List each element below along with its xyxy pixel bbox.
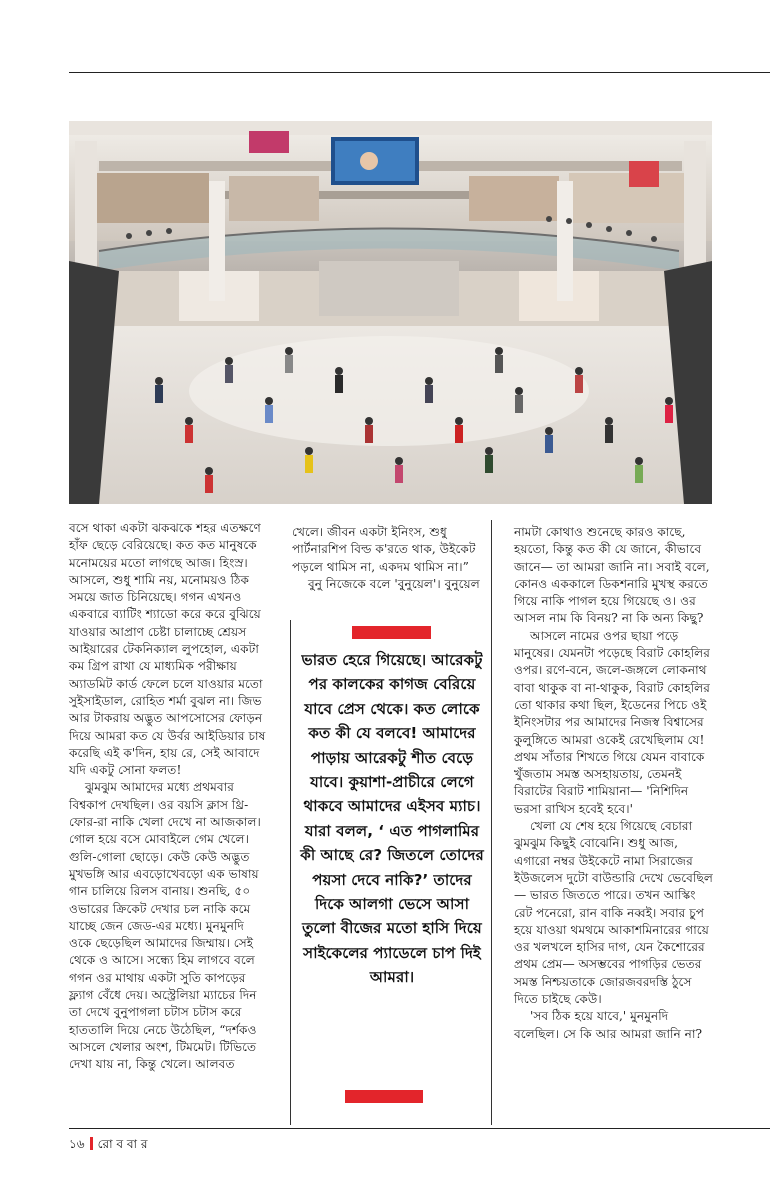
bottom-rule (69, 1128, 770, 1129)
article-column-2 (292, 524, 492, 593)
pull-quote-top-bar (352, 626, 431, 639)
mall-interior-photo (69, 121, 712, 504)
magazine-name: রো ব বা র (97, 1137, 148, 1151)
column3-paragraph-1: নামটা কোথাও শুনেছে কারও কাছে, হয়তো, কিন্তু কত কী যে জানে, কীভাবে জানে— তা আমরা জানি না। সবাই বলে, কোনও এককালে ডিকশনারি মুখস্থ করতে গিয়ে নাকি পাগল হয়ে গিয়েছে ও। ওর আসল নাম কি বিনয়? না কি অন্য কিছু? (514, 525, 710, 626)
column-separator-2 (491, 520, 492, 1125)
column3-paragraph-4: 'সব ঠিক হয়ে যাবে,' মুনমুনদি বলেছিল। সে কি আর আমরা জানি না? (514, 1009, 703, 1041)
mall-photo-illustration (69, 121, 712, 504)
article-column-1 (69, 520, 269, 1074)
column1-paragraph-1: বসে থাকা একটা ঝকঝকে শহর এতক্ষণে হাঁফ ছেড়ে বেরিয়েছে। কত কত মানুষকে মনোময়ের মতো লাগছে আজ। হিংস্র। আসলে, শুধু শামি নয়, মনোময়ও ঠিক সময়ে জাত চিনিয়েছে। গগন এখনও একবারে ব্যাটিং শ্যাডো করে করে বুঝিয়ে যাওয়ার আপ্রাণ চেষ্টা চালাচ্ছে শ্রেয়স আইয়ারের টেকনিক্যাল লুপহোল, একটা কম গ্রিপ রাখা যে মাধ্যমিক পরীক্ষায় অ্যাডমিট কার্ড ফেলে চলে যাওয়ার মতো সুইসাইডাল, রোহিত শর্মা বুঝল না। জিভ আর টাকরায় অদ্ভুত আপসোসের ফোড়ন দিয়ে আমরা কত যে উর্বর আইডিয়ার চাষ করেছি এই ক'দিন, হায় রে, সেই আবাদে যদি একটু সোনা ফলত! (69, 521, 266, 778)
column3-paragraph-3: খেলা যে শেষ হয়ে গিয়েছে বেচারা ঝুমঝুম কিছুই বোঝেনি। শুধু আজ, এগারো নম্বর উইকেটে নামা সিরাজের ইউজলেস দুটো বাউন্ডারি দেখে ভেবেছিল— ভারত জিততে পারে। তখন আস্কিং রেট পনেরো, রান বাকি নব্বই। সবার চুপ হয়ে যাওয়া থমথমে আকাশমিনারের গায়ে ওর খলখলে হাসির দাগ, যেন কৈশোরের প্রথম প্রেম— অসম্ভবের পাগড়ির ভেতর সমস্ত নিশ্চয়তাকে জোরজবরদস্তি ঠুসে দিতে চাইছে কেউ। (514, 819, 713, 1007)
folio-divider (90, 1137, 93, 1150)
page-folio (69, 1136, 147, 1156)
page-number: ১৬ (69, 1137, 85, 1151)
pull-quote: ভারত হেরে গিয়েছে। আরেকটু পর কালকের কাগজ বেরিয়ে যাবে প্রেস থেকে। কত লোকে কত কী যে বলবে! আমাদের পাড়ায় আরেকটু শীত বেড়ে যাবে। কুয়াশা-প্রাচীরে লেগে থাকবে আমাদের এইসব ম্যাচ। যারা বলল, ‘ এত পাগলামির কী আছে রে? জিতলে তোদের পয়সা দেবে নাকি?’ তাদের দিকে আলগা ভেসে আসা তুলো বীজের মতো হাসি দিয়ে সাইকেলের প্যাডেলে চাপ দিই আমরা। (300, 651, 484, 987)
column3-paragraph-2: আসলে নামের ওপর ছায়া পড়ে মানুষের। যেমনটা পড়েছে বিরাট কোহলির ওপর। রণে-বনে, জলে-জঙ্গলে লোকনাথ বাবা থাকুক বা না-থাকুক, বিরাট কোহলির তো থাকার কথা ছিল, ইডেনের পিচে ওই ইনিংসটার পর আমাদের নিজস্ব বিশ্বাসের কুলুঙ্গিতে আমরা ওকেই রেখেছিলাম যে! প্রথম সাঁতার শিখতে গিয়ে যেমন বাবাকে খুঁজতাম সমস্ত অসহায়তায়, তেমনই বিরাটের বিরাট শামিয়ানা— 'নিশিদিন ভরসা রাখিস হবেই হবে।' (514, 628, 710, 816)
pull-quote-bottom-bar (345, 1090, 423, 1103)
column1-paragraph-2: ঝুমঝুম আমাদের মধ্যে প্রথমবার বিশ্বকাপ দেখছিল। ওর বয়সি ক্লাস থ্রি-ফোর-রা নাকি খেলা দেখে না আজকাল। গোল হয়ে বসে মোবাইলে গেম খেলে। গুলি-গোলা ছোড়ে। কেউ কেউ অদ্ভুত মুখভঙ্গি আর এবড়োখেবড়ো এক ভাষায় গান চালিয়ে রিলস বানায়। শুনছি, ৫০ ওভারের ক্রিকেট দেখার চল নাকি কমে যাচ্ছে জেন জেড-এর মধ্যে। মুনমুনদি ওকে ছেড়েছিল আমাদের জিম্মায়। সেই থেকে ও আসে। সন্ধ্যে হিম লাগবে বলে গগন ওর মাথায় একটা সুতি কাপড়ের ফ্ল্যাগ বেঁধে দেয়। অস্ট্রেলিয়া ম্যাচের দিন তা দেখে বুনুপাগলা চটাস চটাস করে হাততালি দিয়ে নেচে উঠেছিল, “দর্শকও আসলে খেলার অংশ, টিমমেট। টিভিতে দেখা যায় না, কিন্তু খেলে। আলবত (69, 780, 261, 1072)
column2-paragraph-1: খেলে। জীবন একটা ইনিংস, শুধু পার্টনারশিপ বিল্ড ক'রতে থাক, উইকেট পড়লে থামিস না, একদম থামিস না।” (292, 525, 476, 574)
article-column-3 (514, 524, 714, 1043)
column2-paragraph-2: বুনু নিজেকে বলে 'বুনুয়েল'। বুনুয়েল (308, 576, 480, 591)
column-separator-1 (290, 620, 291, 1125)
top-rule (69, 72, 770, 73)
